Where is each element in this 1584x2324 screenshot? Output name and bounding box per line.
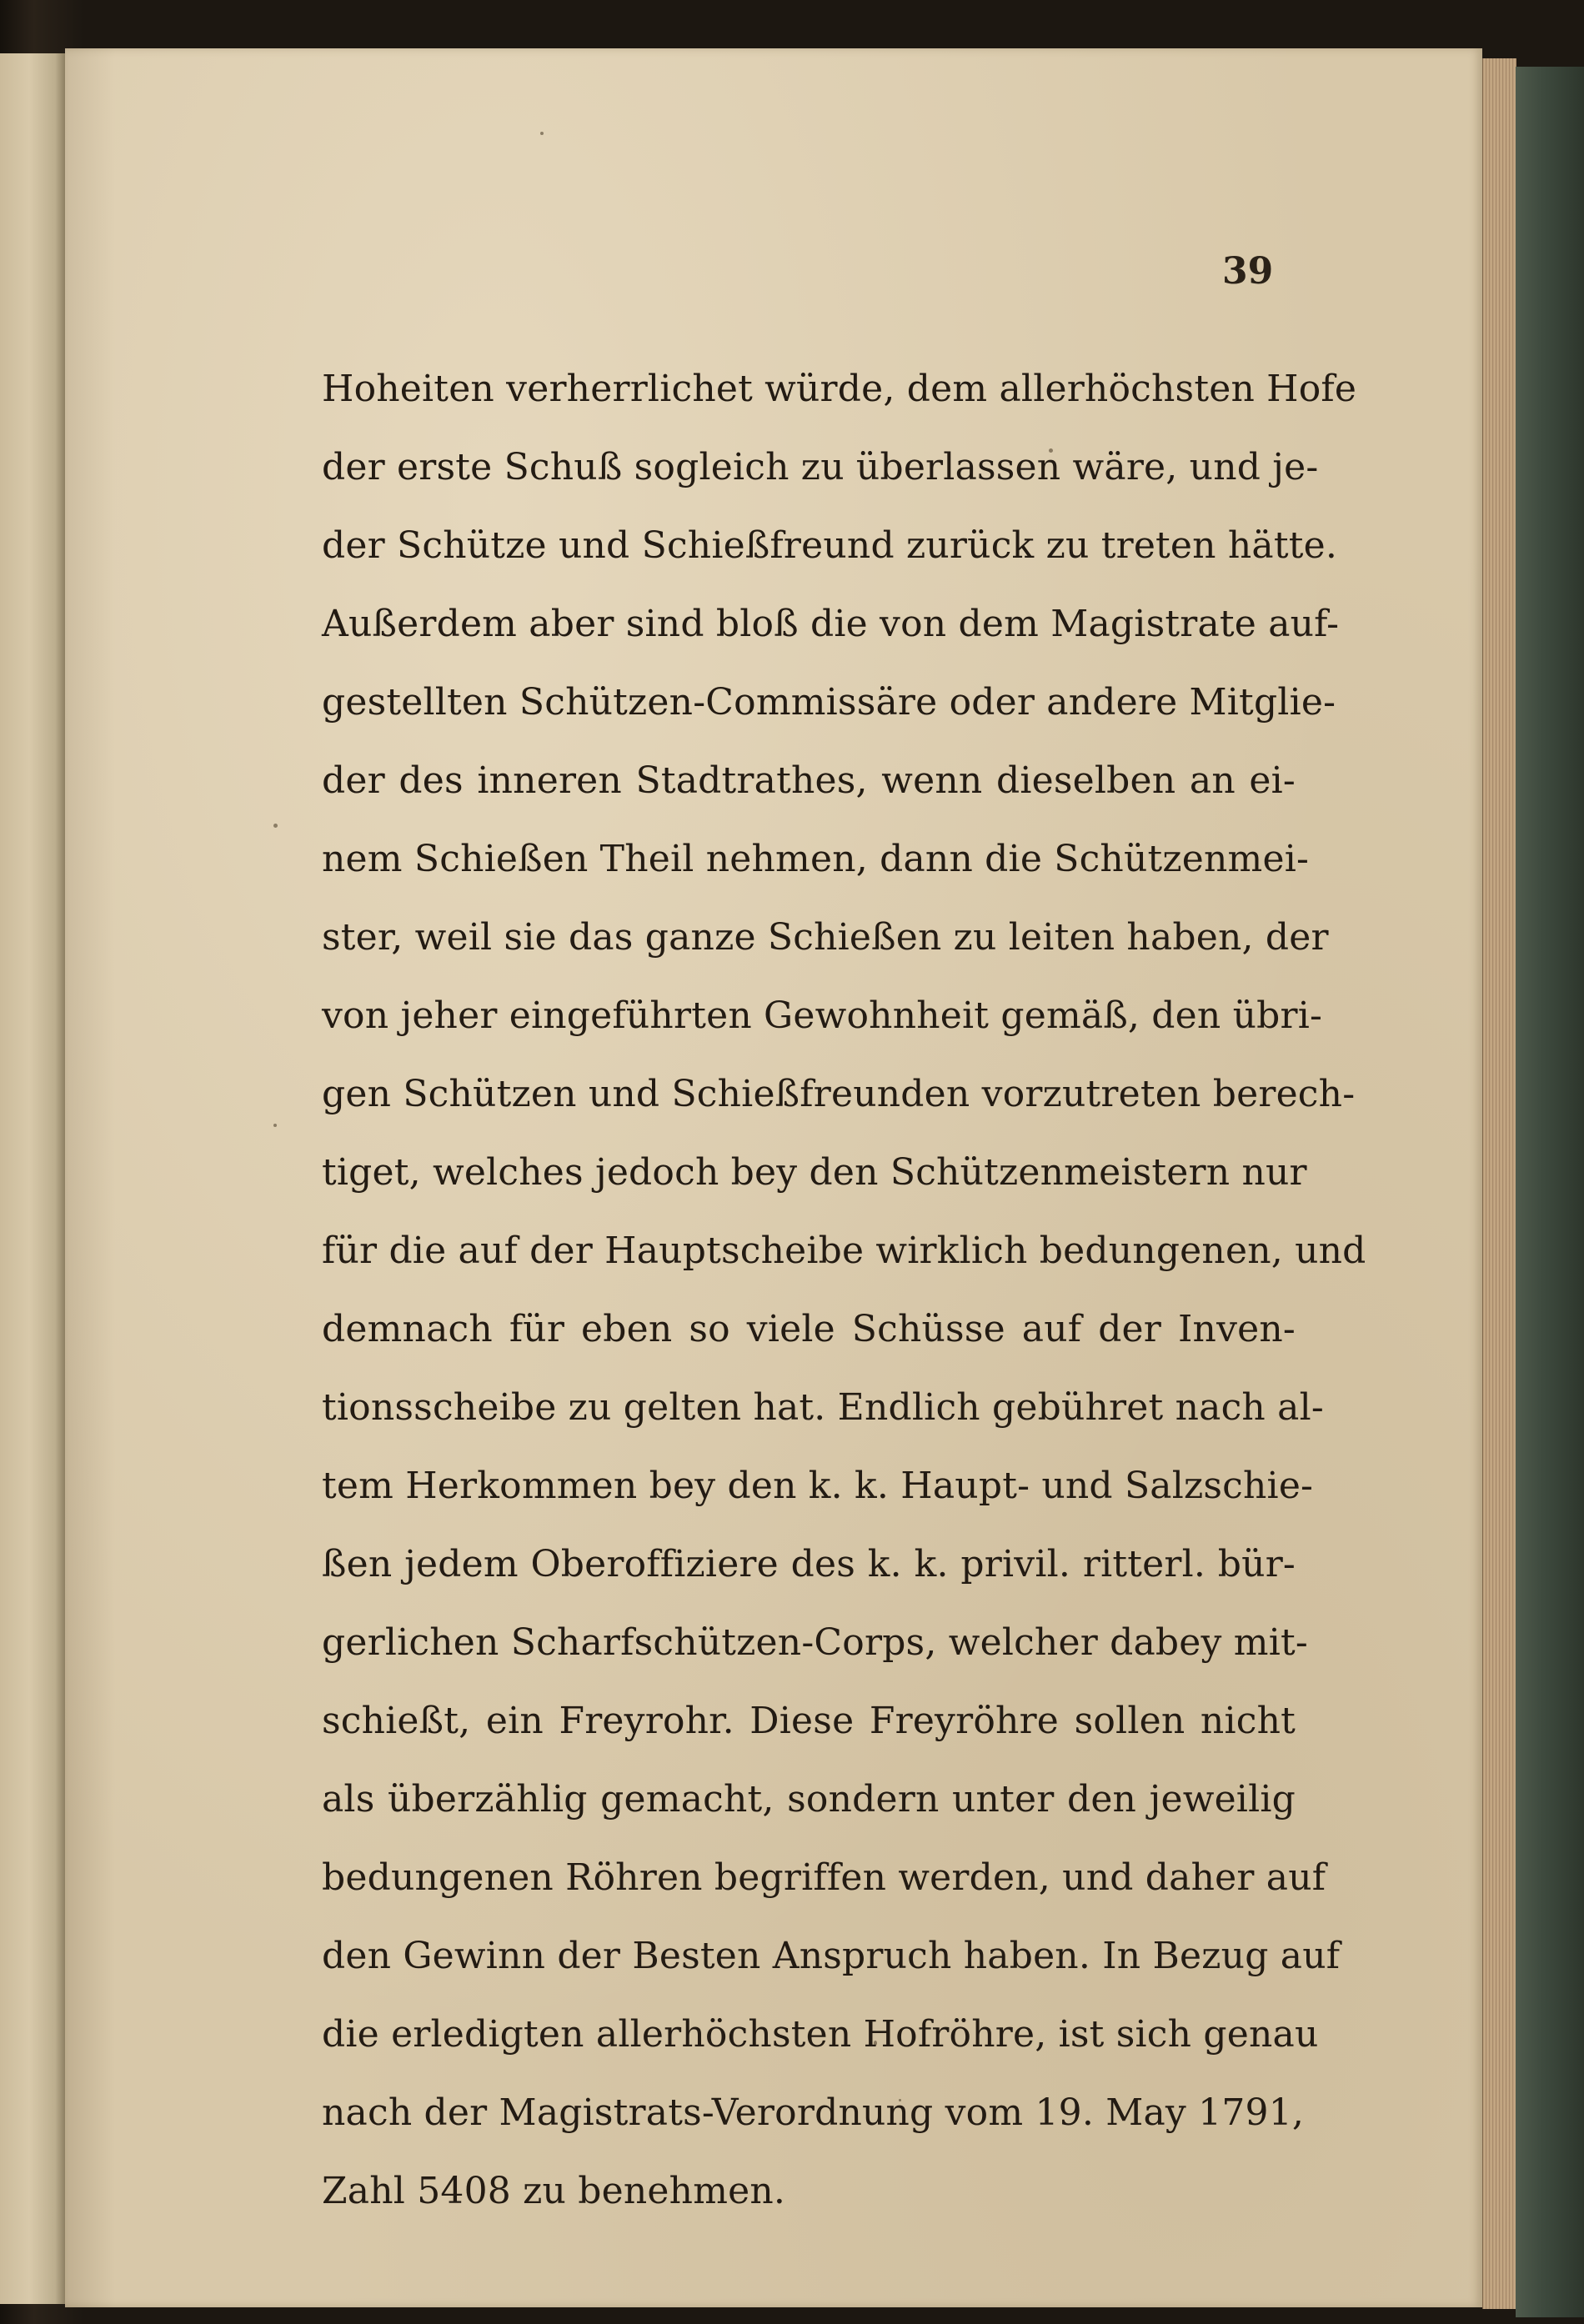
text-line: gerlichen Scharfschützen-Corps, welcher dabey mit- [322, 1621, 1308, 1664]
text-line: nem Schießen Theil nehmen, dann die Schützenmei- [322, 838, 1310, 880]
text-line: tem Herkommen bey den k. k. Haupt- und Salzschie- [322, 1465, 1314, 1507]
page-edges [1482, 58, 1516, 2309]
text-line: der Schütze und Schießfreund zurück zu treten hätte. [322, 524, 1338, 567]
text-line: der des inneren Stadtrathes, wenn dieselben an ei- [322, 759, 1296, 802]
text-line: der erste Schuß sogleich zu überlassen wäre, und je- [322, 446, 1319, 488]
text-line: tionsscheibe zu gelten hat. Endlich gebühret nach al- [322, 1386, 1324, 1429]
text-line: als überzählig gemacht, sondern unter den jeweilig [322, 1778, 1296, 1821]
text-line: Zahl 5408 zu benehmen. [322, 2170, 786, 2212]
text-line: Außerdem aber sind bloß die von dem Magistrate auf- [322, 603, 1340, 645]
foxing-speck [540, 132, 544, 135]
page-number: 39 [1222, 250, 1274, 293]
text-line: demnach für eben so viele Schüsse auf der Inven- [322, 1308, 1296, 1350]
text-line: gen Schützen und Schießfreunden vorzutreten berech- [322, 1073, 1356, 1115]
text-line: von jeher eingeführten Gewohnheit gemäß, den übri- [322, 994, 1323, 1037]
foxing-speck [273, 1124, 277, 1127]
text-line: gestellten Schützen-Commissäre oder andere Mitglie- [322, 681, 1336, 724]
text-line: bedungenen Röhren begriffen werden, und daher auf [322, 1856, 1326, 1899]
left-page-edge [0, 53, 67, 2304]
text-line: den Gewinn der Besten Anspruch haben. In Bezug auf [322, 1935, 1341, 1977]
text-line: nach der Magistrats-Verordnung vom 19. May 1791, [322, 2091, 1305, 2134]
text-line: ßen jedem Oberoffiziere des k. k. privil. ritterl. bür- [322, 1543, 1296, 1585]
body-text [322, 350, 1366, 2231]
foxing-speck [273, 824, 278, 828]
text-line: für die auf der Hauptscheibe wirklich bedungenen, und [322, 1230, 1366, 1272]
text-line: tiget, welches jedoch bey den Schützenmeistern nur [322, 1151, 1307, 1194]
text-line: Hoheiten verherrlichet würde, dem allerhöchsten Hofe [322, 368, 1357, 410]
text-line: die erledigten allerhöchsten Hofröhre, ist sich genau [322, 2013, 1319, 2056]
text-line: schießt, ein Freyrohr. Diese Freyröhre sollen nicht [322, 1700, 1296, 1742]
book-cover-edge [1516, 67, 1584, 2317]
text-line: ster, weil sie das ganze Schießen zu leiten haben, der [322, 916, 1329, 959]
